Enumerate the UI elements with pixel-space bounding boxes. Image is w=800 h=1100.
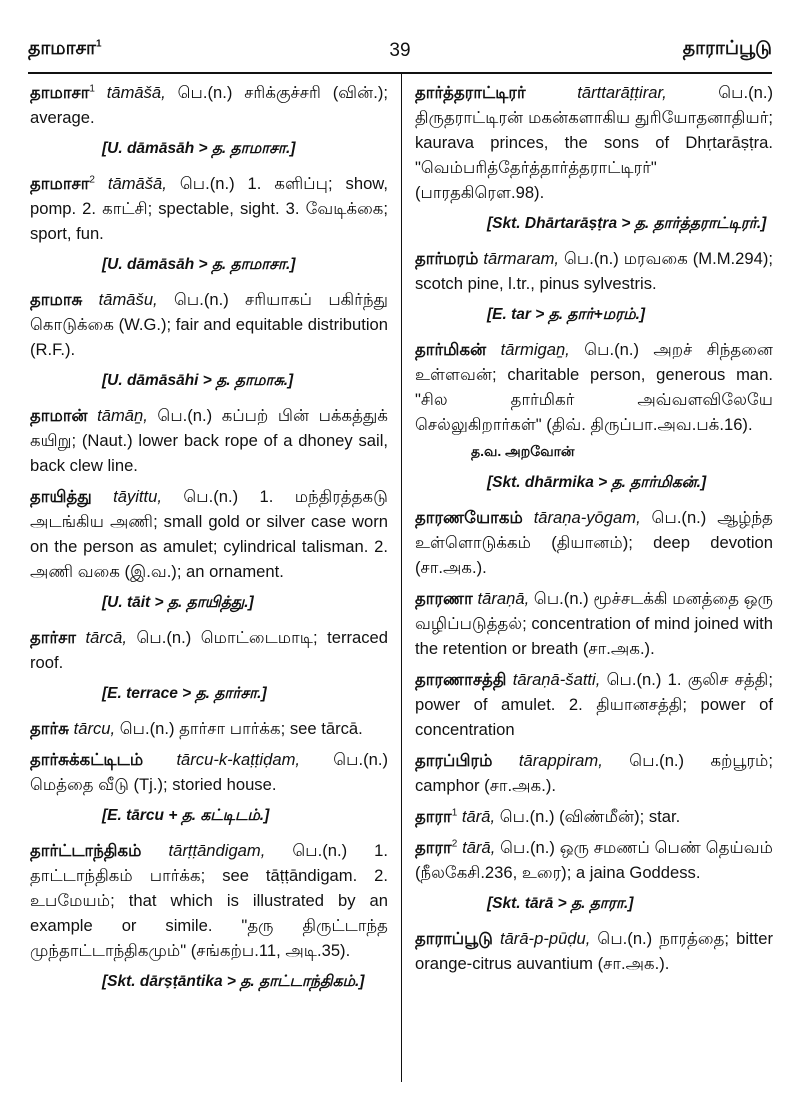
entry-tara-p-pudu: [415, 926, 773, 976]
entry-definition: பெ.(n.) சரியாகப் பகிர்ந்து கொடுக்கை (W.G.); fair and equitable distribution (R.F.).: [30, 290, 388, 359]
entry-etymology: [E. tārcu + த. கட்டிடம்.]: [102, 807, 270, 824]
entry-headword: தாரப்பிரம்: [415, 751, 493, 770]
entry-transliteration: tāmāšu,: [98, 290, 158, 309]
entry-headword: தார்த்தராட்டிரர்: [415, 83, 526, 102]
entry-definition: பெ.(n.) 1. களிப்பு; show, pomp. 2. காட்சி; spectable, sight. 3. வேடிக்கை; sport, fun.: [30, 174, 388, 243]
entry-definition: பெ.(n.) மரவகை (M.M.294); scotch pine, l.tr., pinus sylvestris.: [415, 249, 773, 293]
entry-transliteration: tārcu-k-kaṭṭiḍam,: [176, 750, 300, 769]
entry-definition: பெ.(n.) நாரத்தை; bitter orange-citrus auvantium (சா.அக.).: [415, 929, 773, 973]
entry-transliteration: tārmigaṉ,: [500, 340, 570, 359]
entry-transliteration: tāraṇā,: [477, 589, 530, 608]
entry-etymology: [Skt. dhārmika > த. தார்மிகன்.]: [487, 474, 707, 491]
entry-tarcu-k-kattidam: [30, 747, 388, 828]
right-running-head: தாராப்பூடு: [682, 38, 772, 59]
page-header: [28, 38, 772, 68]
entry-tamasu: [30, 287, 388, 393]
entry-tarana-satti: [415, 667, 773, 742]
page-number: 39: [389, 40, 411, 61]
entry-note: த.வ. அறவோன்: [471, 443, 575, 459]
entry-tarttandigam: [30, 838, 388, 994]
header-rule: [28, 72, 772, 74]
entry-definition: பெ.(n.) (விண்மீன்); star.: [495, 807, 681, 826]
entry-definition: பெ.(n.) 1. மந்திரத்தகடு அடங்கிய அணி; small gold or silver case worn on the person as amulet; cylindrical talisman. 2. அணி வகை (இ.வ.); an ornament.: [30, 487, 388, 581]
entry-tarcu: [30, 716, 388, 741]
left-running-head: தாமாசா$^1$: [28, 38, 102, 59]
entry-tara-2: [415, 835, 773, 916]
entry-headword: தார்சா: [30, 628, 77, 647]
entry-etymology: [Skt. dārṣṭāntika > த. தாட்டாந்திகம்.]: [102, 973, 365, 990]
entry-tamasa-1: [30, 80, 388, 161]
entry-headword: தார்மரம்: [415, 249, 479, 268]
entry-headword: தாமாசா: [30, 174, 90, 193]
entry-headword: தாமாசு: [30, 290, 83, 309]
entry-definition: பெ.(n.) 1. தாட்டாந்திகம் பார்க்க; see tāṭṭāndigam. 2. உபமேயம்; that which is illustrated by an example or simile. "தரு திருட்டாந்த முந்தாட்டாந்திகமும்" (சங்கற்ப.11, அடி.35).: [30, 841, 388, 960]
entry-headword: தாமாசா: [30, 83, 90, 102]
entry-definition: பெ.(n.) 1. குலிச சத்தி; power of amulet. 2. தியானசத்தி; power of concentration: [415, 670, 773, 739]
entry-etymology: [U. dāmāsāhi > த. தாமாசு.]: [102, 372, 294, 389]
entry-definition: பெ.(n.) கற்பூரம்; camphor (சா.அக.).: [415, 751, 773, 795]
entry-headword: தார்ட்டாந்திகம்: [30, 841, 142, 860]
entry-headword: தாரணா: [415, 589, 473, 608]
entry-definition: பெ.(n.) திருதராட்டிரன் மகன்களாகிய துரியோதனாதியர்; kaurava princes, the sons of Dhṛtarāṣṭra. "வெம்பரித்தேர்த்தார்த்தராட்டிரர்" (பாரதகிரௌ.98).: [415, 83, 773, 202]
entry-headword: தாரா: [415, 838, 452, 857]
entry-tarmigan: [415, 337, 773, 495]
entry-headword: தாரா: [415, 807, 452, 826]
entry-sup: 2: [451, 838, 458, 850]
entry-definition: பெ.(n.) சரிக்குச்சரி (வின்.); average.: [30, 83, 388, 127]
entry-tarana: [415, 586, 773, 661]
entry-definition: பெ.(n.) கப்பற் பின் பக்கத்துக் கயிறு; (Naut.) lower back rope of a dhoney sail, back clew line.: [30, 406, 388, 475]
entry-headword: தார்சுக்கட்டிடம்: [30, 750, 144, 769]
entry-headword: தாரணாசத்தி: [415, 670, 507, 689]
entry-tamasa-2: [30, 171, 388, 277]
entry-definition: பெ.(n.) மெத்தை வீடு (Tj.); storied house.: [30, 750, 388, 794]
entry-tarca: [30, 625, 388, 706]
entry-transliteration: tāmāšā,: [106, 83, 166, 102]
entry-etymology: [Skt. tārā > த. தாரா.]: [487, 895, 634, 912]
left-column: [30, 80, 388, 1004]
entry-headword: தார்மிகன்: [415, 340, 487, 359]
entry-transliteration: tāmāṉ,: [97, 406, 148, 425]
entry-transliteration: tāmāšā,: [107, 174, 167, 193]
entry-transliteration: tāyittu,: [113, 487, 162, 506]
entry-transliteration: tārcā,: [85, 628, 128, 647]
entry-definition: பெ.(n.) மொட்டைமாடி; terraced roof.: [30, 628, 388, 672]
entry-definition: பெ.(n.) மூச்சடக்கி மனத்தை ஒரு வழிப்படுத்தல்; concentration of mind joined with the retention or breath (சா.அக.).: [415, 589, 774, 658]
entry-headword: தாமான்: [30, 406, 88, 425]
entry-definition: பெ.(n.) ஆழ்ந்த உள்ளொடுக்கம் (தியானம்); deep devotion (சா.அக.).: [415, 508, 773, 577]
entry-tayittu: [30, 484, 388, 615]
entry-etymology: [U. dāmāsāh > த. தாமாசா.]: [102, 140, 296, 157]
entry-transliteration: tārā-p-pūḍu,: [499, 929, 591, 948]
right-column: [415, 80, 773, 982]
entry-transliteration: tārṭṭāndigam,: [168, 841, 266, 860]
entry-transliteration: tārcu,: [73, 719, 116, 738]
entry-transliteration: tāraṇa-yōgam,: [533, 508, 641, 527]
entry-tara-1: [415, 804, 773, 829]
entry-transliteration: tārā,: [461, 807, 496, 826]
entry-transliteration: tārappiram,: [518, 751, 603, 770]
entry-definition: பெ.(n.) அறச் சிந்தனை உள்ளவன்; charitable person, generous man. "சில தார்மிகர் அவ்வளவிலேயே செல்லுகிறார்கள்" (திவ். திருப்பா.அவ.பக்.16).: [415, 340, 773, 434]
entry-etymology: [E. tar > த. தார்+மரம்.]: [487, 306, 646, 323]
entry-definition: பெ.(n.) ஒரு சமணப் பெண் தெய்வம் (நீலகேசி.236, உரை); a jaina Goddess.: [415, 838, 773, 882]
entry-definition: பெ.(n.) தார்சா பார்க்க; see tārcā.: [115, 719, 363, 738]
entry-tarana-yogam: [415, 505, 773, 580]
entry-headword: தார்சு: [30, 719, 69, 738]
entry-headword: தாரணயோகம்: [415, 508, 523, 527]
entry-taman: [30, 403, 388, 478]
entry-tarttarattirar: [415, 80, 773, 236]
entry-sup: 2: [89, 174, 95, 186]
entry-etymology: [E. terrace > த. தார்சா.]: [102, 685, 267, 702]
entry-transliteration: tārmaram,: [483, 249, 560, 268]
entry-etymology: [U. dāmāsāh > த. தாமாசா.]: [102, 256, 296, 273]
entry-transliteration: tārttarāṭṭirar,: [577, 83, 667, 102]
entry-headword: தாயித்து: [30, 487, 92, 506]
entry-sup: 1: [89, 83, 95, 95]
entry-tarappiram: [415, 748, 773, 798]
entry-etymology: [Skt. Dhārtarāṣṭra > த. தார்த்தராட்டிரர்.]: [487, 215, 767, 232]
entry-transliteration: tāraṇā-šatti,: [512, 670, 601, 689]
entry-sup: 1: [451, 807, 458, 819]
entry-etymology: [U. tāit > த. தாயித்து.]: [102, 594, 254, 611]
entry-tarmaram: [415, 246, 773, 327]
entry-headword: தாராப்பூடு: [415, 929, 493, 948]
entry-transliteration: tārā,: [462, 838, 496, 857]
column-divider: [401, 74, 402, 1082]
